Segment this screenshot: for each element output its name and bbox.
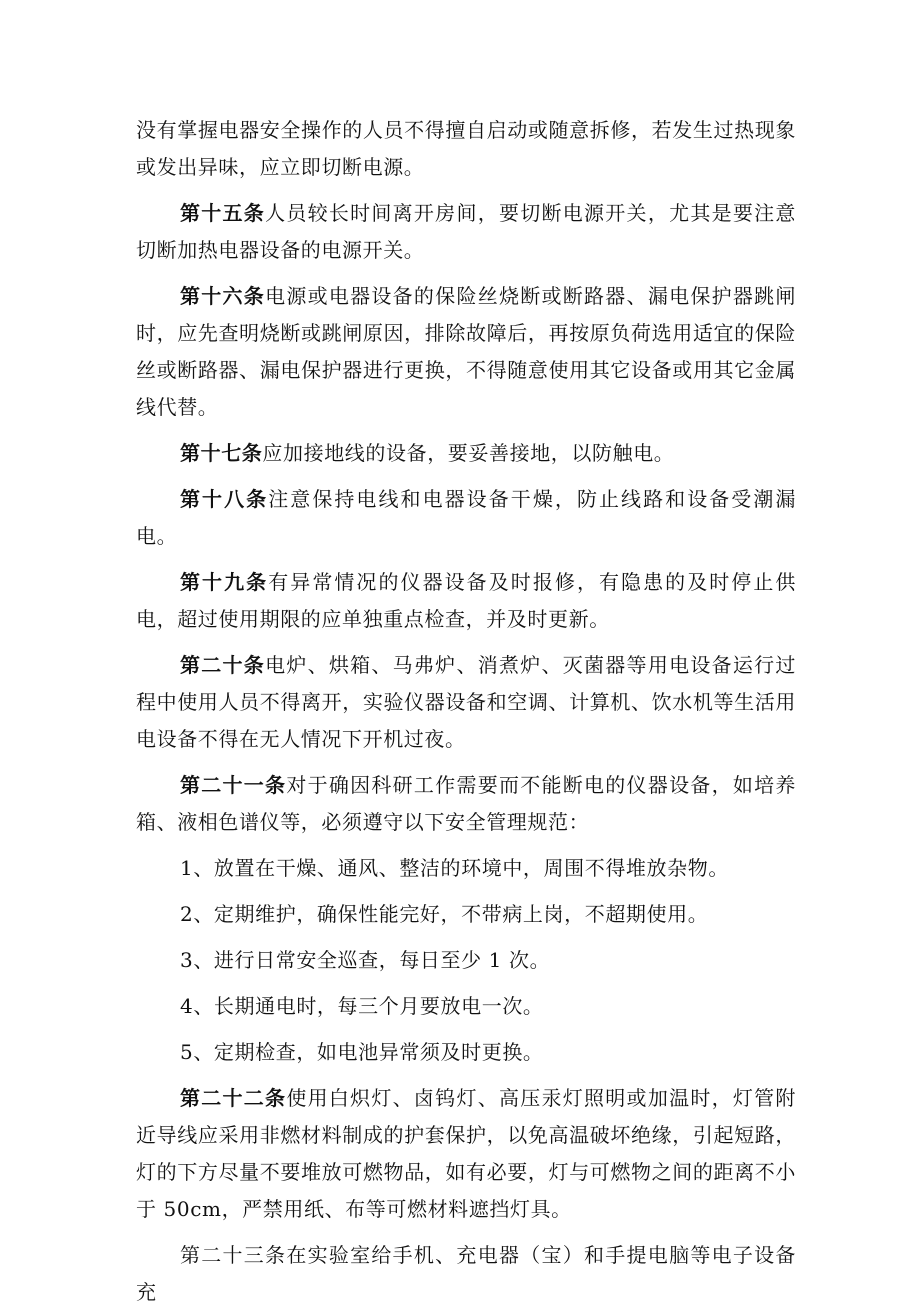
article-text: 使用白炽灯、卤钨灯、高压汞灯照明或加温时，灯管附近导线应采用非燃材料制成的护套保护，以免高温破坏绝缘，引起短路，灯的下方尽量不要堆放可燃物品，如有必要，灯与可燃物之间的距离不小于 50cm，严禁用纸、布等可燃材料遮挡灯具。 [136,1086,797,1221]
list-item: 4、长期通电时，每三个月要放电一次。 [180,994,544,1018]
article-22 [136,1080,796,1228]
paragraph-continuation [136,112,796,186]
list-item: 3、进行日常安全巡查，每日至少 1 次。 [180,948,551,972]
document-page [136,112,796,1311]
article-19 [136,564,796,638]
article-text: 注意保持电线和电器设备干燥，防止线路和设备受潮漏电。 [136,487,797,548]
article-text: 第二十三条在实验室给手机、充电器（宝）和手提电脑等电子设备充 [136,1243,796,1304]
article-15 [136,195,796,269]
article-text: 对于确因科研工作需要而不能断电的仪器设备，如培养箱、液相色谱仪等，必须遵守以下安全管理规范： [136,773,797,834]
article-17 [136,435,796,472]
article-16 [136,278,796,426]
article-text: 应加接地线的设备，要妥善接地，以防触电。 [262,441,675,465]
article-number: 第十五条 [180,201,266,225]
list-item: 2、定期维护，确保性能完好，不带病上岗，不超期使用。 [180,902,709,926]
article-18 [136,481,796,555]
article-number: 第二十二条 [180,1086,287,1110]
article-20 [136,647,796,758]
article-text: 电炉、烘箱、马弗炉、消煮炉、灭菌器等用电设备运行过程中使用人员不得离开，实验仪器设备和空调、计算机、饮水机等生活用电设备不得在无人情况下开机过夜。 [136,653,796,751]
paragraph-text: 没有掌握电器安全操作的人员不得擅自启动或随意拆修，若发生过热现象或发出异味，应立即切断电源。 [136,118,796,179]
article-number: 第十八条 [180,487,269,511]
article-text: 电源或电器设备的保险丝烧断或断路器、漏电保护器跳闸时，应先查明烧断或跳闸原因，排除故障后，再按原负荷选用适宜的保险丝或断路器、漏电保护器进行更换，不得随意使用其它设备或用其它金属线代替。 [136,284,796,419]
article-number: 第十九条 [180,570,269,594]
article-number: 第二十条 [180,653,266,677]
article-number: 第十七条 [180,441,263,465]
article-23 [136,1237,796,1311]
list-item: 1、放置在干燥、通风、整洁的环境中，周围不得堆放杂物。 [180,856,729,880]
article-number: 第十六条 [180,284,266,308]
article-21 [136,767,796,841]
article-text: 有异常情况的仪器设备及时报修，有隐患的及时停止供电，超过使用期限的应单独重点检查，并及时更新。 [136,570,797,631]
article-text: 人员较长时间离开房间，要切断电源开关，尤其是要注意切断加热电器设备的电源开关。 [136,201,796,262]
list-item: 5、定期检查，如电池异常须及时更换。 [180,1040,544,1064]
article-number: 第二十一条 [180,773,287,797]
